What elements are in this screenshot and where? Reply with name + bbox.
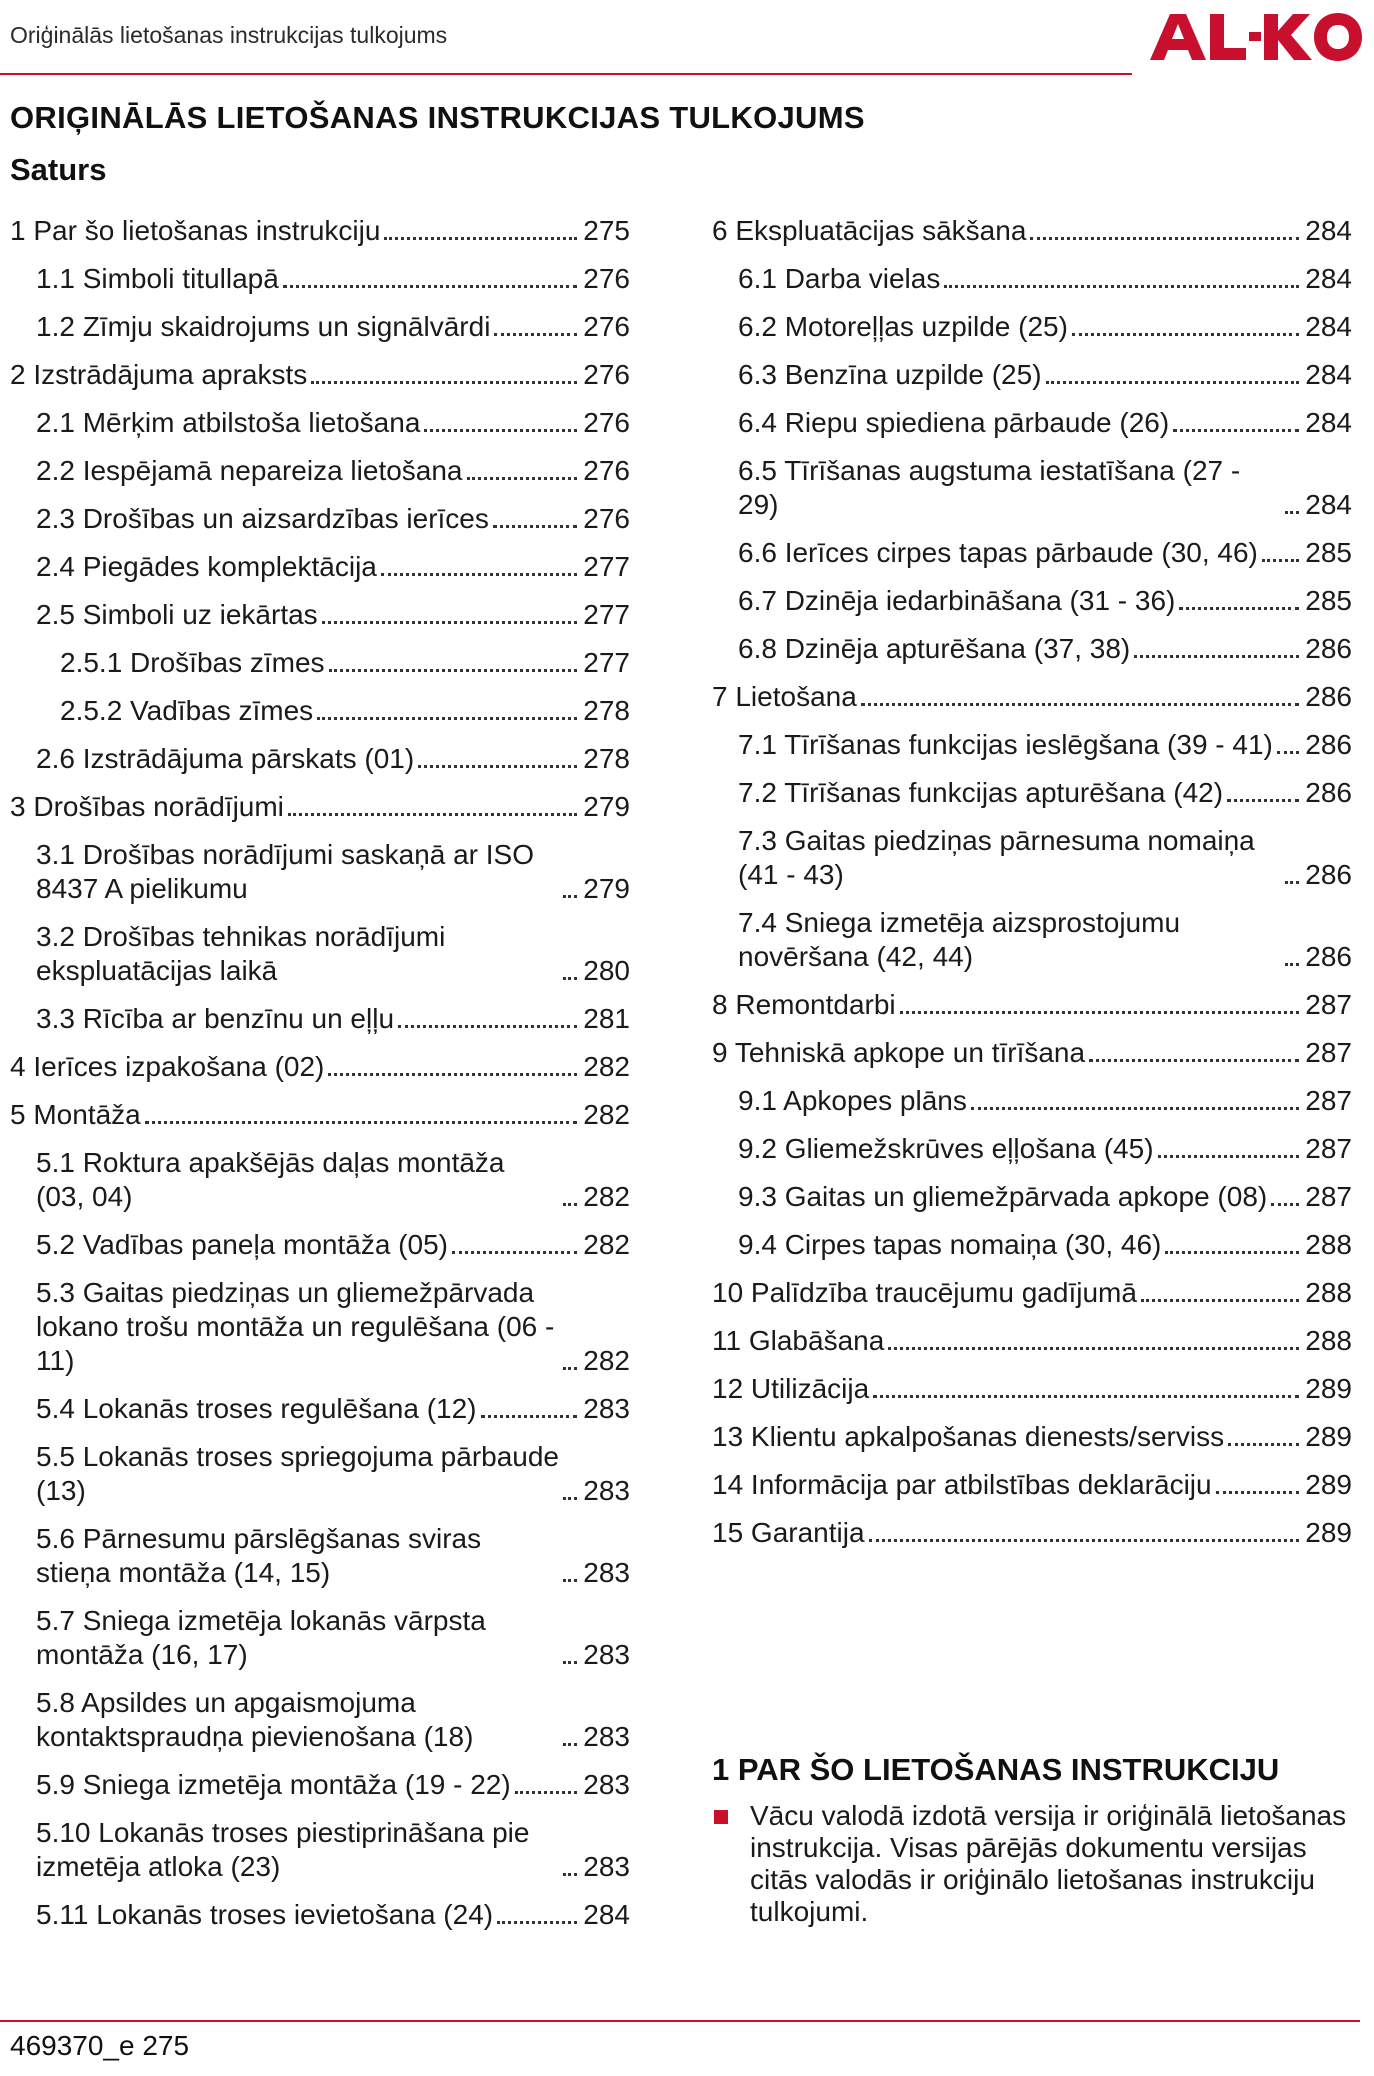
footer-rule bbox=[0, 2020, 1360, 2022]
toc-entry-page: 279 bbox=[583, 873, 630, 904]
toc-entry[interactable] bbox=[712, 1516, 1352, 1550]
toc-entry-page: 280 bbox=[583, 955, 630, 986]
toc-entry-page: 287 bbox=[1305, 989, 1352, 1020]
toc-entry-page: 286 bbox=[1305, 941, 1352, 972]
toc-leader-dots bbox=[1271, 1203, 1299, 1206]
toc-leader-dots bbox=[384, 237, 577, 240]
toc-entry[interactable] bbox=[10, 790, 630, 824]
toc-entry-page: 281 bbox=[583, 1003, 630, 1034]
toc-entry-title: 3 Drošības norādījumi bbox=[10, 791, 284, 822]
toc-entry-page: 282 bbox=[583, 1181, 630, 1212]
toc-leader-dots bbox=[563, 895, 577, 898]
toc-entry-page: 286 bbox=[1305, 681, 1352, 712]
contents-heading: Saturs bbox=[10, 152, 107, 187]
toc-entry-page: 277 bbox=[583, 551, 630, 582]
toc-entry[interactable] bbox=[10, 262, 630, 296]
toc-entry-page: 285 bbox=[1305, 537, 1352, 568]
document-title: ORIĢINĀLĀS LIETOŠANAS INSTRUKCIJAS TULKOJUMS bbox=[10, 100, 865, 135]
toc-entry-title: 5.1 Roktura apakšējās daļas montāža (03, 04) bbox=[36, 1147, 505, 1212]
toc-entry[interactable] bbox=[712, 262, 1352, 296]
toc-entry[interactable] bbox=[10, 1440, 630, 1508]
toc-leader-dots bbox=[497, 1921, 577, 1924]
toc-leader-dots bbox=[563, 1661, 577, 1664]
toc-entry-title: 6.7 Dzinēja iedarbināšana (31 - 36) bbox=[738, 585, 1176, 616]
toc-entry-title: 9.4 Cirpes tapas nomaiņa (30, 46) bbox=[738, 1229, 1162, 1260]
toc-entry-page: 284 bbox=[1305, 359, 1352, 390]
toc-entry-title: 7.1 Tīrīšanas funkcijas ieslēgšana (39 - 41) bbox=[738, 729, 1273, 760]
toc-entry-title: 2.1 Mērķim atbilstoša lietošana bbox=[36, 407, 421, 438]
toc-entry-page: 282 bbox=[583, 1345, 630, 1376]
toc-entry-title: 5.5 Lokanās troses spriegojuma pārbaude (13) bbox=[36, 1441, 560, 1506]
toc-entry-title: 5.6 Pārnesumu pārslēgšanas sviras stieņa montāža (14, 15) bbox=[36, 1523, 482, 1588]
toc-leader-dots bbox=[481, 1415, 578, 1418]
toc-entry-title: 5 Montāža bbox=[10, 1099, 141, 1130]
toc-entry-page: 284 bbox=[1305, 263, 1352, 294]
toc-entry[interactable] bbox=[712, 824, 1352, 892]
toc-leader-dots bbox=[1046, 381, 1300, 384]
toc-entry-page: 289 bbox=[1305, 1517, 1352, 1548]
toc-entry-title: 15 Garantija bbox=[712, 1517, 865, 1548]
toc-leader-dots bbox=[869, 1539, 1300, 1542]
toc-entry-title: 5.10 Lokanās troses piestiprināšana pie izmetēja atloka (23) bbox=[36, 1817, 530, 1882]
bullet-square-icon bbox=[714, 1810, 728, 1824]
toc-entry[interactable] bbox=[10, 310, 630, 344]
toc-leader-dots bbox=[563, 1873, 577, 1876]
toc-entry[interactable] bbox=[712, 1036, 1352, 1070]
toc-leader-dots bbox=[494, 333, 577, 336]
toc-leader-dots bbox=[563, 1203, 577, 1206]
toc-entry-page: 277 bbox=[583, 647, 630, 678]
toc-entry-title: 6.3 Benzīna uzpilde (25) bbox=[738, 359, 1042, 390]
alko-logo bbox=[1146, 8, 1364, 68]
toc-leader-dots bbox=[311, 381, 577, 384]
toc-entry-page: 288 bbox=[1305, 1229, 1352, 1260]
toc-entry-title: 12 Utilizācija bbox=[712, 1373, 870, 1404]
toc-leader-dots bbox=[1173, 429, 1299, 432]
toc-entry-page: 278 bbox=[583, 695, 630, 726]
toc-entry-page: 284 bbox=[1305, 311, 1352, 342]
toc-entry-title: 5.8 Apsildes un apgaismojuma kontaktspraudņa pievienošana (18) bbox=[36, 1687, 474, 1752]
toc-entry[interactable] bbox=[712, 1084, 1352, 1118]
toc-entry[interactable] bbox=[10, 1816, 630, 1884]
toc-entry-page: 287 bbox=[1305, 1133, 1352, 1164]
toc-entry-page: 283 bbox=[583, 1769, 630, 1800]
toc-leader-dots bbox=[861, 703, 1299, 706]
toc-entry-title: 13 Klientu apkalpošanas dienests/serviss bbox=[712, 1421, 1225, 1452]
toc-leader-dots bbox=[944, 285, 1299, 288]
toc-entry-title: 2.5.2 Vadības zīmes bbox=[60, 695, 314, 726]
toc-entry[interactable] bbox=[712, 1420, 1352, 1454]
toc-entry-page: 288 bbox=[1305, 1277, 1352, 1308]
toc-leader-dots bbox=[563, 1579, 577, 1582]
toc-leader-dots bbox=[1285, 511, 1299, 514]
toc-entry-title: 3.1 Drošības norādījumi saskaņā ar ISO 8437 A pielikumu bbox=[36, 839, 535, 904]
toc-leader-dots bbox=[1165, 1251, 1299, 1254]
toc-leader-dots bbox=[283, 285, 577, 288]
toc-entry[interactable] bbox=[712, 584, 1352, 618]
toc-entry-page: 275 bbox=[583, 215, 630, 246]
toc-leader-dots bbox=[1134, 655, 1299, 658]
toc-leader-dots bbox=[1228, 1443, 1299, 1446]
toc-entry-title: 6.1 Darba vielas bbox=[738, 263, 941, 294]
toc-right-column bbox=[712, 208, 1352, 1564]
toc-entry[interactable] bbox=[712, 1228, 1352, 1262]
toc-entry-title: 1.2 Zīmju skaidrojums un signālvārdi bbox=[36, 311, 491, 342]
toc-entry[interactable] bbox=[10, 214, 630, 248]
toc-leader-dots bbox=[1089, 1059, 1299, 1062]
toc-leader-dots bbox=[1158, 1155, 1300, 1158]
toc-entry[interactable] bbox=[10, 1276, 630, 1378]
toc-leader-dots bbox=[329, 669, 578, 672]
toc-entry[interactable] bbox=[10, 358, 630, 392]
toc-entry[interactable] bbox=[10, 1768, 630, 1802]
toc-leader-dots bbox=[145, 1121, 578, 1124]
toc-entry-title: 5.3 Gaitas piedziņas un gliemežpārvada lokano trošu montāža un regulēšana (06 - 11) bbox=[36, 1277, 555, 1376]
toc-entry[interactable] bbox=[10, 1050, 630, 1084]
toc-entry[interactable] bbox=[712, 536, 1352, 570]
toc-leader-dots bbox=[1262, 559, 1299, 562]
toc-entry-page: 279 bbox=[583, 791, 630, 822]
toc-entry[interactable] bbox=[712, 906, 1352, 974]
toc-entry-page: 283 bbox=[583, 1557, 630, 1588]
toc-leader-dots bbox=[418, 765, 577, 768]
toc-entry-page: 276 bbox=[583, 311, 630, 342]
toc-leader-dots bbox=[381, 573, 577, 576]
toc-entry-page: 288 bbox=[1305, 1325, 1352, 1356]
toc-entry-page: 276 bbox=[583, 263, 630, 294]
toc-leader-dots bbox=[398, 1025, 577, 1028]
toc-leader-dots bbox=[452, 1251, 577, 1254]
toc-entry-title: 6.6 Ierīces cirpes tapas pārbaude (30, 46) bbox=[738, 537, 1258, 568]
toc-entry[interactable] bbox=[712, 1372, 1352, 1406]
toc-entry[interactable] bbox=[10, 1228, 630, 1262]
toc-entry-page: 277 bbox=[583, 599, 630, 630]
toc-leader-dots bbox=[563, 1497, 577, 1500]
toc-entry-page: 284 bbox=[1305, 215, 1352, 246]
toc-entry-page: 284 bbox=[1305, 489, 1352, 520]
toc-entry-page: 283 bbox=[583, 1851, 630, 1882]
toc-entry[interactable] bbox=[712, 1324, 1352, 1358]
toc-leader-dots bbox=[467, 477, 578, 480]
toc-leader-dots bbox=[1285, 963, 1299, 966]
toc-leader-dots bbox=[1179, 607, 1299, 610]
toc-leader-dots bbox=[971, 1107, 1299, 1110]
toc-entry-page: 283 bbox=[583, 1639, 630, 1670]
toc-leader-dots bbox=[288, 813, 577, 816]
toc-entry[interactable] bbox=[10, 406, 630, 440]
toc-entry-page: 283 bbox=[583, 1475, 630, 1506]
toc-entry[interactable] bbox=[10, 1146, 630, 1214]
toc-entry-title: 5.9 Sniega izmetēja montāža (19 - 22) bbox=[36, 1769, 511, 1800]
toc-entry-title: 2.4 Piegādes komplektācija bbox=[36, 551, 377, 582]
toc-entry-page: 286 bbox=[1305, 729, 1352, 760]
toc-entry[interactable] bbox=[712, 1180, 1352, 1214]
toc-entry[interactable] bbox=[712, 680, 1352, 714]
toc-entry-title: 5.11 Lokanās troses ievietošana (24) bbox=[36, 1899, 494, 1930]
toc-entry[interactable] bbox=[712, 728, 1352, 762]
toc-leader-dots bbox=[1030, 237, 1299, 240]
toc-entry[interactable] bbox=[10, 1002, 630, 1036]
toc-entry-title: 5.4 Lokanās troses regulēšana (12) bbox=[36, 1393, 477, 1424]
toc-entry[interactable] bbox=[712, 1276, 1352, 1310]
toc-entry-page: 276 bbox=[583, 407, 630, 438]
toc-leader-dots bbox=[563, 977, 577, 980]
toc-entry-page: 287 bbox=[1305, 1037, 1352, 1068]
toc-entry-page: 276 bbox=[583, 503, 630, 534]
toc-entry-page: 285 bbox=[1305, 585, 1352, 616]
toc-leader-dots bbox=[1072, 333, 1299, 336]
toc-entry[interactable] bbox=[10, 1686, 630, 1754]
toc-entry-title: 5.2 Vadības paneļa montāža (05) bbox=[36, 1229, 448, 1260]
toc-left-column bbox=[10, 208, 630, 1946]
toc-entry[interactable] bbox=[712, 988, 1352, 1022]
toc-leader-dots bbox=[1285, 881, 1299, 884]
toc-entry-page: 283 bbox=[583, 1393, 630, 1424]
toc-entry[interactable] bbox=[712, 310, 1352, 344]
toc-entry-title: 5.7 Sniega izmetēja lokanās vārpsta montāža (16, 17) bbox=[36, 1605, 486, 1670]
toc-entry-title: 1 Par šo lietošanas instrukciju bbox=[10, 215, 381, 246]
toc-entry-page: 287 bbox=[1305, 1181, 1352, 1212]
toc-entry-page: 283 bbox=[583, 1721, 630, 1752]
toc-leader-dots bbox=[424, 429, 577, 432]
toc-entry-page: 284 bbox=[1305, 407, 1352, 438]
toc-entry-page: 287 bbox=[1305, 1085, 1352, 1116]
toc-entry[interactable] bbox=[10, 1604, 630, 1672]
toc-entry[interactable] bbox=[10, 1098, 630, 1132]
toc-entry[interactable] bbox=[10, 838, 630, 906]
toc-entry[interactable] bbox=[10, 550, 630, 584]
toc-entry-title: 6.8 Dzinēja apturēšana (37, 38) bbox=[738, 633, 1131, 664]
toc-entry-title: 10 Palīdzība traucējumu gadījumā bbox=[712, 1277, 1137, 1308]
toc-leader-dots bbox=[563, 1743, 577, 1746]
toc-entry-page: 284 bbox=[583, 1899, 630, 1930]
header-rule bbox=[0, 73, 1132, 75]
toc-leader-dots bbox=[1227, 799, 1299, 802]
toc-entry-title: 2.2 Iespējamā nepareiza lietošana bbox=[36, 455, 463, 486]
toc-entry[interactable] bbox=[712, 776, 1352, 810]
toc-entry[interactable] bbox=[10, 1522, 630, 1590]
toc-entry-title: 8 Remontdarbi bbox=[712, 989, 896, 1020]
toc-entry-title: 9.2 Gliemežskrūves eļļošana (45) bbox=[738, 1133, 1154, 1164]
toc-leader-dots bbox=[1277, 751, 1299, 754]
toc-entry-title: 6.4 Riepu spiediena pārbaude (26) bbox=[738, 407, 1170, 438]
bullet-text: Vācu valodā izdotā versija ir oriģinālā lietošanas instrukcija. Visas pārējās dokumentu versijas citās valodās ir oriģinālo lietošanas instrukciju tulkojumi. bbox=[750, 1800, 1347, 1927]
toc-entry-page: 286 bbox=[1305, 777, 1352, 808]
running-header-title: Oriģinālās lietošanas instrukcijas tulkojums bbox=[10, 22, 448, 48]
toc-entry-page: 286 bbox=[1305, 633, 1352, 664]
toc-entry[interactable] bbox=[712, 214, 1352, 248]
toc-entry-title: 1.1 Simboli titullapā bbox=[36, 263, 279, 294]
toc-entry-page: 282 bbox=[583, 1099, 630, 1130]
toc-entry-title: 14 Informācija par atbilstības deklarāciju bbox=[712, 1469, 1212, 1500]
toc-entry[interactable] bbox=[712, 1468, 1352, 1502]
toc-entry-title: 2.5.1 Drošības zīmes bbox=[60, 647, 325, 678]
toc-entry-page: 276 bbox=[583, 359, 630, 390]
toc-entry[interactable] bbox=[10, 694, 630, 728]
toc-leader-dots bbox=[322, 621, 578, 624]
toc-entry[interactable] bbox=[10, 1392, 630, 1426]
section-heading: 1 PAR ŠO LIETOŠANAS INSTRUKCIJU bbox=[712, 1752, 1280, 1787]
toc-entry-title: 2.3 Drošības un aizsardzības ierīces bbox=[36, 503, 489, 534]
toc-entry-page: 282 bbox=[583, 1051, 630, 1082]
toc-entry-page: 289 bbox=[1305, 1421, 1352, 1452]
toc-entry[interactable] bbox=[10, 598, 630, 632]
toc-leader-dots bbox=[1216, 1491, 1300, 1494]
toc-entry-page: 289 bbox=[1305, 1469, 1352, 1500]
toc-entry-title: 9.3 Gaitas un gliemežpārvada apkope (08) bbox=[738, 1181, 1268, 1212]
toc-entry-title: 6 Ekspluatācijas sākšana bbox=[712, 215, 1027, 246]
toc-entry[interactable] bbox=[10, 502, 630, 536]
toc-entry-page: 282 bbox=[583, 1229, 630, 1260]
toc-leader-dots bbox=[515, 1791, 578, 1794]
toc-leader-dots bbox=[888, 1347, 1299, 1350]
toc-entry-title: 2.6 Izstrādājuma pārskats (01) bbox=[36, 743, 415, 774]
toc-leader-dots bbox=[563, 1367, 577, 1370]
toc-entry-title: 3.2 Drošības tehnikas norādījumi ekspluatācijas laikā bbox=[36, 921, 446, 986]
toc-entry-title: 2.5 Simboli uz iekārtas bbox=[36, 599, 318, 630]
toc-entry-title: 7.3 Gaitas piedziņas pārnesuma nomaiņa (41 - 43) bbox=[738, 825, 1255, 890]
toc-entry-title: 9.1 Apkopes plāns bbox=[738, 1085, 967, 1116]
toc-entry-title: 2 Izstrādājuma apraksts bbox=[10, 359, 308, 390]
toc-leader-dots bbox=[493, 525, 577, 528]
toc-leader-dots bbox=[317, 717, 577, 720]
toc-entry-page: 278 bbox=[583, 743, 630, 774]
page-footer: 469370_e 275 bbox=[10, 2030, 190, 2061]
toc-entry[interactable] bbox=[712, 406, 1352, 440]
toc-entry-page: 289 bbox=[1305, 1373, 1352, 1404]
toc-leader-dots bbox=[900, 1011, 1300, 1014]
toc-entry[interactable] bbox=[10, 1898, 630, 1932]
toc-entry-title: 7.2 Tīrīšanas funkcijas apturēšana (42) bbox=[738, 777, 1224, 808]
toc-entry-title: 7 Lietošana bbox=[712, 681, 857, 712]
toc-entry[interactable] bbox=[712, 632, 1352, 666]
toc-entry-title: 9 Tehniskā apkope un tīrīšana bbox=[712, 1037, 1086, 1068]
toc-entry-page: 286 bbox=[1305, 859, 1352, 890]
toc-leader-dots bbox=[328, 1073, 577, 1076]
toc-entry[interactable] bbox=[712, 454, 1352, 522]
toc-entry-page: 276 bbox=[583, 455, 630, 486]
toc-leader-dots bbox=[1141, 1299, 1299, 1302]
section-bullet bbox=[712, 1800, 1352, 1928]
toc-entry-title: 7.4 Sniega izmetēja aizsprostojumu novēršana (42, 44) bbox=[738, 907, 1181, 972]
toc-entry-title: 3.3 Rīcība ar benzīnu un eļļu bbox=[36, 1003, 395, 1034]
toc-entry-title: 6.2 Motoreļļas uzpilde (25) bbox=[738, 311, 1068, 342]
toc-entry-title: 11 Glabāšana bbox=[712, 1325, 885, 1356]
toc-entry[interactable] bbox=[10, 742, 630, 776]
toc-leader-dots bbox=[873, 1395, 1299, 1398]
toc-entry[interactable] bbox=[10, 920, 630, 988]
toc-entry-title: 6.5 Tīrīšanas augstuma iestatīšana (27 - 29) bbox=[738, 455, 1241, 520]
toc-entry[interactable] bbox=[712, 1132, 1352, 1166]
toc-entry-title: 4 Ierīces izpakošana (02) bbox=[10, 1051, 325, 1082]
toc-entry[interactable] bbox=[10, 454, 630, 488]
toc-entry[interactable] bbox=[712, 358, 1352, 392]
toc-entry[interactable] bbox=[10, 646, 630, 680]
